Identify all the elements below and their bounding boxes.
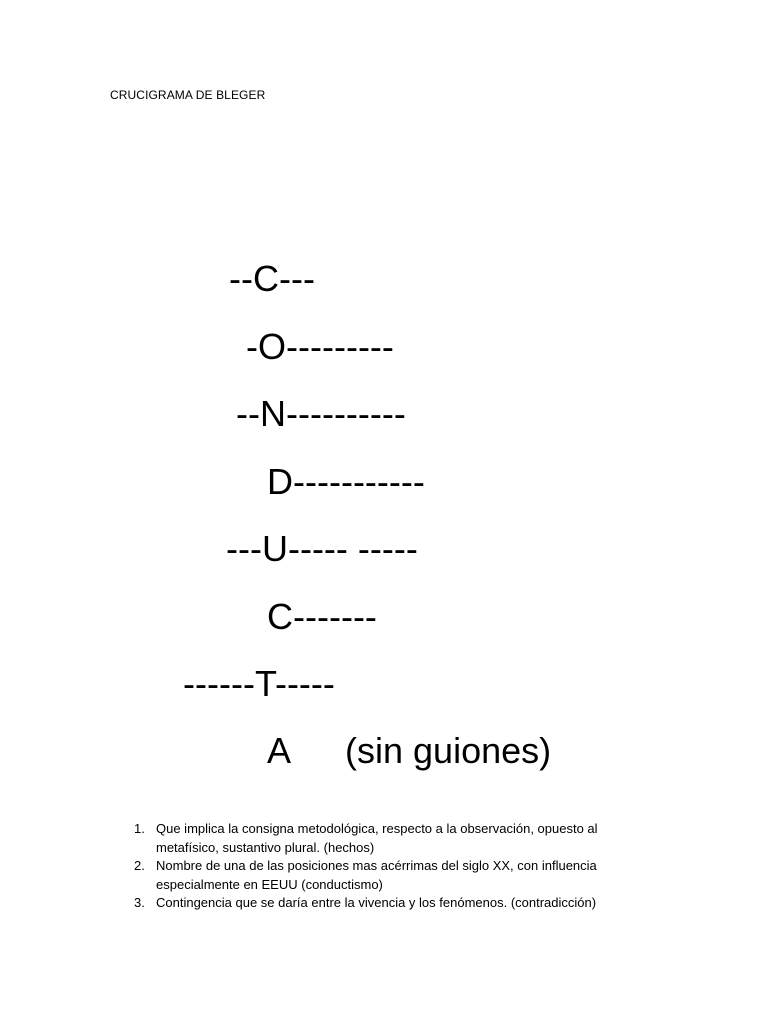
row-prefix-dashes: -- [236, 393, 260, 434]
puzzle-row-5 [226, 529, 418, 569]
clue-text: Que implica la consigna metodológica, respecto a la observación, opuesto al metafísico, sustantivo plural. (hechos) [156, 821, 598, 855]
clue-item [134, 857, 654, 894]
puzzle-row-8 [267, 731, 551, 771]
puzzle-row-1 [229, 259, 315, 299]
puzzle-row-4 [267, 462, 425, 502]
key-letter: D [267, 461, 293, 502]
row-suffix-dashes: --------- [286, 326, 394, 367]
key-letter: C [252, 258, 279, 299]
row-suffix-dashes: ----------- [293, 461, 425, 502]
puzzle-row-2 [246, 327, 394, 367]
puzzle-row-7 [183, 664, 335, 704]
key-letter: O [258, 326, 287, 367]
clue-list [134, 820, 654, 913]
key-letter: U [261, 528, 288, 569]
row-suffix-dashes: ---------- [285, 393, 406, 434]
clue-number: 1. [134, 821, 145, 836]
clue-item [134, 894, 654, 913]
row-suffix-dashes: --- [278, 258, 315, 299]
row-suffix-dashes: ----- [274, 663, 335, 704]
row-prefix-dashes: -- [229, 258, 253, 299]
row-suffix-dashes: ----- ----- [287, 528, 418, 569]
row-prefix-dashes: ------ [183, 663, 255, 704]
key-letter: C [267, 596, 293, 637]
document-title: CRUCIGRAMA DE BLEGER [110, 88, 266, 102]
clue-text: Contingencia que se daría entre la vivencia y los fenómenos. (contradicción) [156, 895, 597, 910]
puzzle-row-6 [267, 597, 377, 637]
row-prefix-dashes: --- [226, 528, 262, 569]
clue-item [134, 820, 654, 857]
key-letter: A [267, 730, 292, 771]
row-suffix-dashes: ------- [293, 596, 377, 637]
clue-number: 3. [134, 895, 145, 910]
clue-number: 2. [134, 858, 145, 873]
clue-text: Nombre de una de las posiciones mas acérrimas del siglo XX, con influencia especialmente en EEUU (conductismo) [156, 858, 597, 892]
row-prefix-dashes: - [246, 326, 258, 367]
key-letter: N [259, 393, 286, 434]
puzzle-row-3 [236, 394, 406, 434]
no-dashes-note: (sin guiones) [345, 730, 552, 771]
key-letter: T [254, 663, 275, 704]
